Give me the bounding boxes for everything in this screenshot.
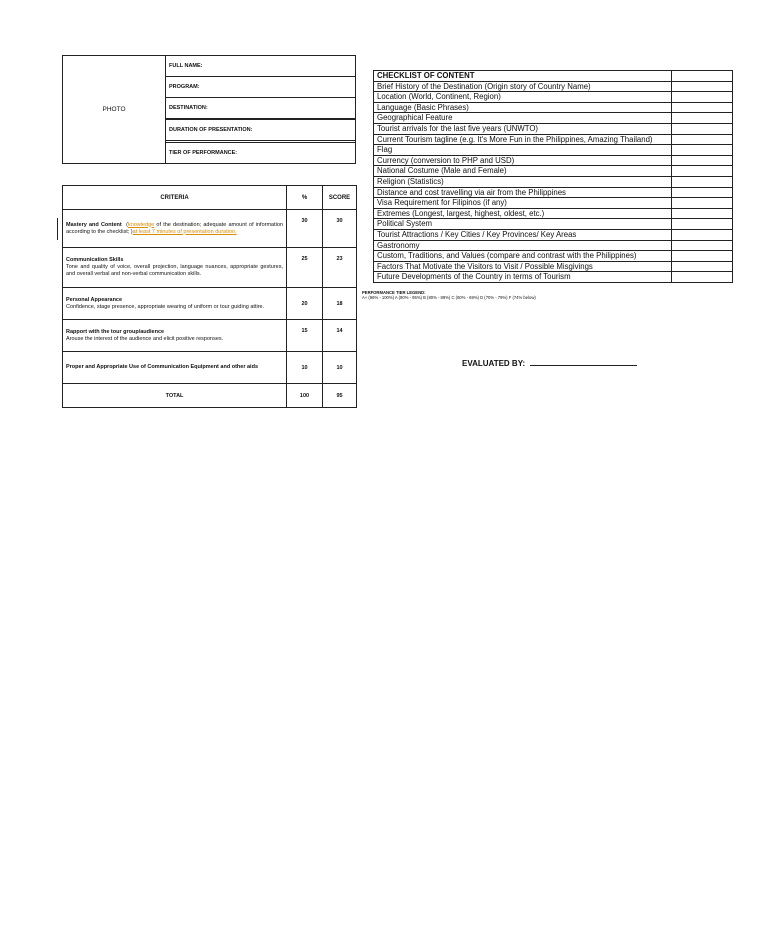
checklist-item bbox=[374, 102, 733, 113]
performance-tier-legend bbox=[362, 290, 536, 300]
checklist-item-label: Visa Requirement for Filipinos (if any) bbox=[374, 198, 672, 209]
checklist-item bbox=[374, 219, 733, 230]
total-label: TOTAL bbox=[63, 384, 287, 408]
checklist-header-row bbox=[374, 71, 733, 82]
checklist-item-label: Factors That Motivate the Visitors to Visit / Possible Misgivings bbox=[374, 261, 672, 272]
criterion-desc: Confidence, stage presence, appropriate wearing of uniform or tour guiding attire. bbox=[66, 303, 265, 310]
check-cell[interactable] bbox=[672, 251, 733, 262]
destination-label: DESTINATION: bbox=[169, 105, 208, 111]
text-cursor bbox=[57, 218, 58, 240]
checklist-item-label: Extremes (Longest, largest, highest, oldest, etc.) bbox=[374, 208, 672, 219]
check-cell[interactable] bbox=[672, 198, 733, 209]
check-cell[interactable] bbox=[672, 208, 733, 219]
checklist-item-label: Current Tourism tagline (e.g. It's More Fun in the Philippines, Amazing Thailand) bbox=[374, 134, 672, 145]
check-cell[interactable] bbox=[672, 272, 733, 283]
evaluated-by bbox=[462, 359, 637, 368]
checklist-item bbox=[374, 187, 733, 198]
checklist-item-label: Religion (Statistics) bbox=[374, 176, 672, 187]
percent-cell[interactable]: 15 bbox=[287, 320, 323, 352]
table-row bbox=[63, 210, 357, 248]
checklist-item bbox=[374, 176, 733, 187]
check-cell[interactable] bbox=[672, 145, 733, 156]
criterion-cell[interactable] bbox=[63, 352, 287, 384]
check-cell[interactable] bbox=[672, 81, 733, 92]
checklist-item bbox=[374, 198, 733, 209]
check-cell[interactable] bbox=[672, 261, 733, 272]
tracked-change-text: knowledge bbox=[127, 221, 155, 228]
check-cell[interactable] bbox=[672, 219, 733, 230]
signature-line[interactable] bbox=[530, 365, 637, 366]
checklist-item bbox=[374, 155, 733, 166]
full-name-field[interactable] bbox=[166, 56, 355, 77]
checklist-item-label: Distance and cost travelling via air from the Philippines bbox=[374, 187, 672, 198]
checklist-item bbox=[374, 251, 733, 262]
checklist-item bbox=[374, 166, 733, 177]
table-row bbox=[63, 352, 357, 384]
criterion-title: Mastery and Content bbox=[66, 221, 122, 228]
table-row bbox=[63, 320, 357, 352]
student-info-table bbox=[62, 55, 356, 164]
checklist-item bbox=[374, 261, 733, 272]
checklist-item-label: Location (World, Continent, Region) bbox=[374, 92, 672, 103]
total-percent[interactable]: 100 bbox=[287, 384, 323, 408]
score-cell[interactable]: 14 bbox=[323, 320, 357, 352]
check-cell[interactable] bbox=[672, 123, 733, 134]
checklist-item-label: Brief History of the Destination (Origin story of Country Name) bbox=[374, 81, 672, 92]
check-cell[interactable] bbox=[672, 71, 733, 82]
checklist-item bbox=[374, 81, 733, 92]
checklist-item-label: Political System bbox=[374, 219, 672, 230]
evaluated-by-label: EVALUATED BY: bbox=[462, 359, 526, 368]
criterion-cell[interactable] bbox=[63, 320, 287, 352]
criterion-cell[interactable] bbox=[63, 210, 287, 248]
criteria-header: CRITERIA bbox=[63, 186, 287, 210]
total-row bbox=[63, 384, 357, 408]
legend-text: A+ (96% - 100%) A (90% - 95%) B (80% - 89%) C (60% - 69%) D (70% - 79%) F (74% below) bbox=[362, 295, 536, 300]
checklist-item-label: Tourist Attractions / Key Cities / Key Provinces/ Key Areas bbox=[374, 229, 672, 240]
checklist-header: CHECKLIST OF CONTENT bbox=[374, 71, 672, 82]
checklist-item bbox=[374, 229, 733, 240]
legend-title: PERFORMANCE TIER LEGEND: bbox=[362, 290, 426, 295]
criterion-title: Personal Appearance bbox=[66, 296, 123, 303]
score-cell[interactable]: 10 bbox=[323, 352, 357, 384]
score-header: SCORE bbox=[323, 186, 357, 210]
checklist-item bbox=[374, 272, 733, 283]
checklist-item-label: Language (Basic Phrases) bbox=[374, 102, 672, 113]
criterion-title: Proper and Appropriate Use of Communication Equipment and other aids bbox=[66, 364, 259, 370]
checklist-item bbox=[374, 113, 733, 124]
checklist-item-label: Currency (conversion to PHP and USD) bbox=[374, 155, 672, 166]
percent-cell[interactable]: 25 bbox=[287, 248, 323, 288]
check-cell[interactable] bbox=[672, 187, 733, 198]
checklist-table bbox=[373, 70, 733, 283]
score-cell[interactable]: 23 bbox=[323, 248, 357, 288]
photo-box bbox=[63, 56, 166, 163]
score-cell[interactable]: 30 bbox=[323, 210, 357, 248]
checklist-item-label: National Costume (Male and Female) bbox=[374, 166, 672, 177]
check-cell[interactable] bbox=[672, 240, 733, 251]
checklist-item-label: Gastronomy bbox=[374, 240, 672, 251]
program-field[interactable] bbox=[166, 77, 355, 98]
check-cell[interactable] bbox=[672, 155, 733, 166]
checklist-item bbox=[374, 145, 733, 156]
photo-label: PHOTO bbox=[102, 106, 126, 113]
criterion-desc: Tone and quality of voice, overall projection, language nuances, appropriate gestures, and overall verbal and non-verbal communication skills. bbox=[66, 264, 283, 277]
criterion-title: Rapport with the tour group/audience bbox=[66, 328, 165, 335]
tracked-change-text: at least 7 minutes of presentation duration. bbox=[132, 228, 237, 235]
program-label: PROGRAM: bbox=[169, 84, 200, 90]
score-cell[interactable]: 18 bbox=[323, 288, 357, 320]
criterion-desc-part: ( bbox=[126, 221, 128, 228]
criterion-cell[interactable] bbox=[63, 288, 287, 320]
table-row bbox=[63, 248, 357, 288]
percent-cell[interactable]: 30 bbox=[287, 210, 323, 248]
full-name-label: FULL NAME: bbox=[169, 63, 203, 69]
percent-cell[interactable]: 10 bbox=[287, 352, 323, 384]
check-cell[interactable] bbox=[672, 176, 733, 187]
total-score[interactable]: 95 bbox=[323, 384, 357, 408]
checklist-item bbox=[374, 240, 733, 251]
check-cell[interactable] bbox=[672, 229, 733, 240]
criterion-title: Communication Skills bbox=[66, 257, 124, 263]
duration-label: DURATION OF PRESENTATION: bbox=[169, 127, 253, 133]
checklist-item bbox=[374, 123, 733, 134]
tier-field[interactable] bbox=[166, 142, 355, 163]
checklist-item-label: Custom, Traditions, and Values (compare and contrast with the Philippines) bbox=[374, 251, 672, 262]
tier-label: TIER OF PERFORMANCE: bbox=[169, 150, 238, 156]
check-cell[interactable] bbox=[672, 166, 733, 177]
criterion-desc: Arouse the interest of the audience and elicit positive responses. bbox=[66, 335, 224, 342]
destination-field[interactable] bbox=[166, 98, 355, 119]
check-cell[interactable] bbox=[672, 102, 733, 113]
criteria-header-row bbox=[63, 186, 357, 210]
criterion-desc-part: of the destination; adequate amount of information according to the checklist; ) bbox=[66, 221, 283, 235]
check-cell[interactable] bbox=[672, 134, 733, 145]
percent-cell[interactable]: 20 bbox=[287, 288, 323, 320]
duration-field[interactable] bbox=[166, 119, 355, 141]
checklist-item bbox=[374, 92, 733, 103]
criteria-table bbox=[62, 185, 357, 408]
checklist-item bbox=[374, 134, 733, 145]
table-row bbox=[63, 288, 357, 320]
checklist-item-label: Flag bbox=[374, 145, 672, 156]
checklist-item-label: Future Developments of the Country in terms of Tourism bbox=[374, 272, 672, 283]
criterion-cell[interactable] bbox=[63, 248, 287, 288]
percent-header: % bbox=[287, 186, 323, 210]
checklist-item bbox=[374, 208, 733, 219]
checklist-item-label: Geographical Feature bbox=[374, 113, 672, 124]
check-cell[interactable] bbox=[672, 113, 733, 124]
checklist-item-label: Tourist arrivals for the last five years (UNWTO) bbox=[374, 123, 672, 134]
check-cell[interactable] bbox=[672, 92, 733, 103]
